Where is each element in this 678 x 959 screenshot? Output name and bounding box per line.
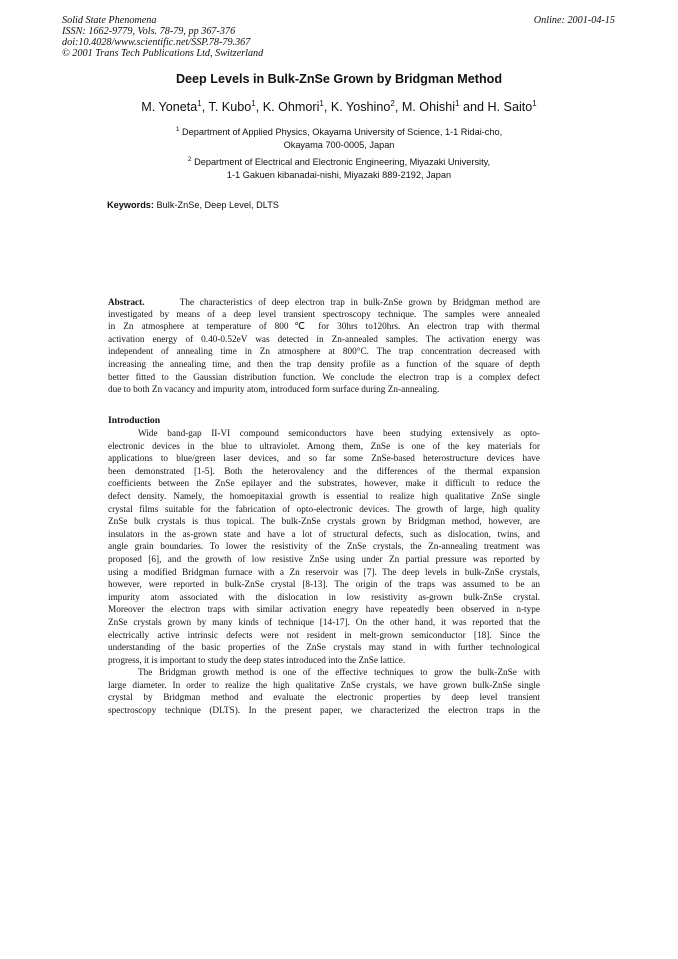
abstract [108, 296, 540, 397]
keywords-label: Keywords: [107, 200, 154, 210]
author: M. Yoneta [141, 100, 198, 115]
affiliation-mark: 1 [175, 126, 180, 133]
journal-issn: ISSN: 1662-9779, Vols. 78-79, pp 367-376 [62, 26, 236, 37]
paragraph-line: been demonstrated [1-5]. Both the heterovalency and the differences of the thermal expansion [108, 466, 540, 477]
paragraph-line: Wide band-gap II-VI compound semiconductors have been studying extensively as opto- [138, 429, 540, 439]
keywords-text: Bulk-ZnSe, Deep Level, DLTS [156, 200, 279, 210]
abstract-line: investigated by means of a deep level transient spectroscopy technique. The samples were annealed [108, 309, 540, 320]
affiliation-line: Department of Electrical and Electronic Engineering, Miyazaki University, [194, 157, 491, 168]
abstract-line: increasing the annealing time, and then the trap density profile as a function of the square of depth [108, 359, 540, 370]
affiliation-line: 1-1 Gakuen kibanadai-nishi, Miyazaki 889-2192, Japan [226, 169, 452, 180]
author-affiliation-mark: 1 [455, 99, 460, 108]
author: K. Yoshino [330, 100, 391, 115]
affiliation-line: Okayama 700-0005, Japan [283, 139, 395, 150]
paragraph-line: spectroscopy technique (DLTS). In the present paper, we characterized the electron traps in the [108, 706, 540, 717]
affiliation-1 [0, 124, 678, 151]
author: T. Kubo [208, 100, 252, 115]
author: H. Saito [487, 100, 533, 115]
journal-name: Solid State Phenomena [62, 15, 157, 26]
paragraph-line: applications to blue/green laser devices, and so far some ZnSe-based heterostructure devices have [108, 454, 540, 465]
paragraph-line: Moreover the electron traps with similar activation enegry have repeatedly been observed in n-type [108, 605, 540, 616]
author-separator: , [255, 100, 263, 115]
paper-title: Deep Levels in Bulk-ZnSe Grown by Bridgman Method [175, 72, 503, 86]
paragraph-line: electrically active intrinsic defects were not resident in melt-grown semiconductor [18]. Since the [108, 630, 540, 641]
author-separator: , [394, 100, 402, 115]
journal-header [62, 15, 442, 59]
journal-doi: doi:10.4028/www.scientific.net/SSP.78-79.367 [62, 37, 251, 48]
introduction-body [108, 428, 540, 718]
author-affiliation-mark: 1 [251, 99, 256, 108]
author-affiliation-mark: 1 [532, 99, 537, 108]
paragraph-line: crystal by Bridgman method and evaluate the electronic properties by deep level transient [108, 693, 540, 704]
paragraph-line: insulators in the as-grown state and have a lot of structural defects, such as dislocation, twins, and [108, 529, 540, 540]
paragraph-line: however, were reported in bulk-ZnSe crystal [8-13]. The origin of the traps was assumed to be an [108, 580, 540, 591]
paragraph-line: large diameter. In order to realize the high qualitative ZnSe crystals, we have grown bulk-ZnSe single [108, 680, 540, 691]
journal-copyright: © 2001 Trans Tech Publications Ltd, Switzerland [62, 48, 264, 59]
author: K. Ohmori [262, 100, 320, 115]
paragraph-line: impurity atom associated with the dislocation in low resistivity as-grown bulk-ZnSe crystal. [108, 592, 540, 603]
author: M. Ohishi [401, 100, 455, 115]
paragraph-line: ZnSe crystals grown by many kinds of technique [14-17]. On the other hand, it was reported that the [108, 617, 540, 628]
author-affiliation-mark: 2 [390, 99, 395, 108]
author-affiliation-mark: 1 [197, 99, 202, 108]
paragraph-line: angle grain boundaries. To lower the resistivity of the ZnSe crystals, the Zn-annealing treatment was [108, 542, 540, 553]
paragraph-line: proposed [6], and the growth of low resistive ZnSe using under Zn partial pressure was reported by [108, 554, 540, 565]
author-affiliation-mark: 1 [319, 99, 324, 108]
paragraph-line: The Bridgman growth method is one of the effective techniques to grow the bulk-ZnSe with [138, 668, 540, 679]
paragraph-line: progress, it is important to study the deep states introduced into the ZnSe lattice. [108, 655, 406, 666]
paragraph-line: using a modified Bridgman furnace with a Zn reservoir was [7]. The deep levels in bulk-ZnSe crystals, [108, 567, 540, 578]
author-list [0, 99, 678, 114]
author-separator: , [323, 100, 331, 115]
section-heading-introduction: Introduction [108, 415, 161, 426]
abstract-line: better fitted to the Gaussian distribution function. We conclude the electron trap is a complex defect [108, 372, 540, 383]
paragraph-line: coefficients between the ZnSe epilayer and the substrates, however, make it difficult to reduce the [108, 479, 540, 490]
paragraph-line: defect density. Namely, the homoepitaxial growth is essential to realize high qualitative ZnSe single [108, 491, 540, 502]
abstract-line: in Zn atmosphere at temperature of 800℃ for 30hrs to120hrs. An electron trap with thermal [108, 322, 540, 333]
abstract-line: due to both Zn vacancy and impurity atom, introduced form surface during Zn-annealing. [108, 385, 440, 396]
affiliation-2 [0, 154, 678, 181]
online-date: Online: 2001-04-15 [533, 15, 615, 26]
abstract-label: Abstract. [108, 297, 145, 307]
paragraph-line: ZnSe bulk crystals is thus topical. The bulk-ZnSe crystals grown by Bridgman method, however, are [108, 517, 540, 528]
paragraph-line: understanding of the basic properties of the ZnSe crystals may stand in with further technological [108, 643, 540, 654]
keywords [107, 200, 279, 210]
paragraph-line: electronic devices in the blue to ultraviolet. Among them, ZnSe is one of the key materials for [108, 441, 540, 452]
affiliation-line: Department of Applied Physics, Okayama University of Science, 1-1 Ridai-cho, [182, 127, 503, 138]
affiliation-mark: 2 [187, 156, 192, 163]
abstract-line [108, 296, 540, 309]
abstract-line: independent of annealing time in Zn atmosphere at 800°C. The trap concentration decreased with [108, 347, 540, 358]
author-separator: , [201, 100, 209, 115]
paragraph-line: crystal films suitable for the fabrication of opto-electronic devices. The growth of large, high quality [108, 504, 540, 515]
abstract-text: The characteristics of deep electron trap in bulk-ZnSe grown by Bridgman method are [179, 297, 540, 307]
abstract-line: activation energy of 0.40-0.52eV was detected in Zn-annealed samples. The activation energy was [108, 334, 540, 345]
author-conjunction: and [459, 100, 488, 115]
